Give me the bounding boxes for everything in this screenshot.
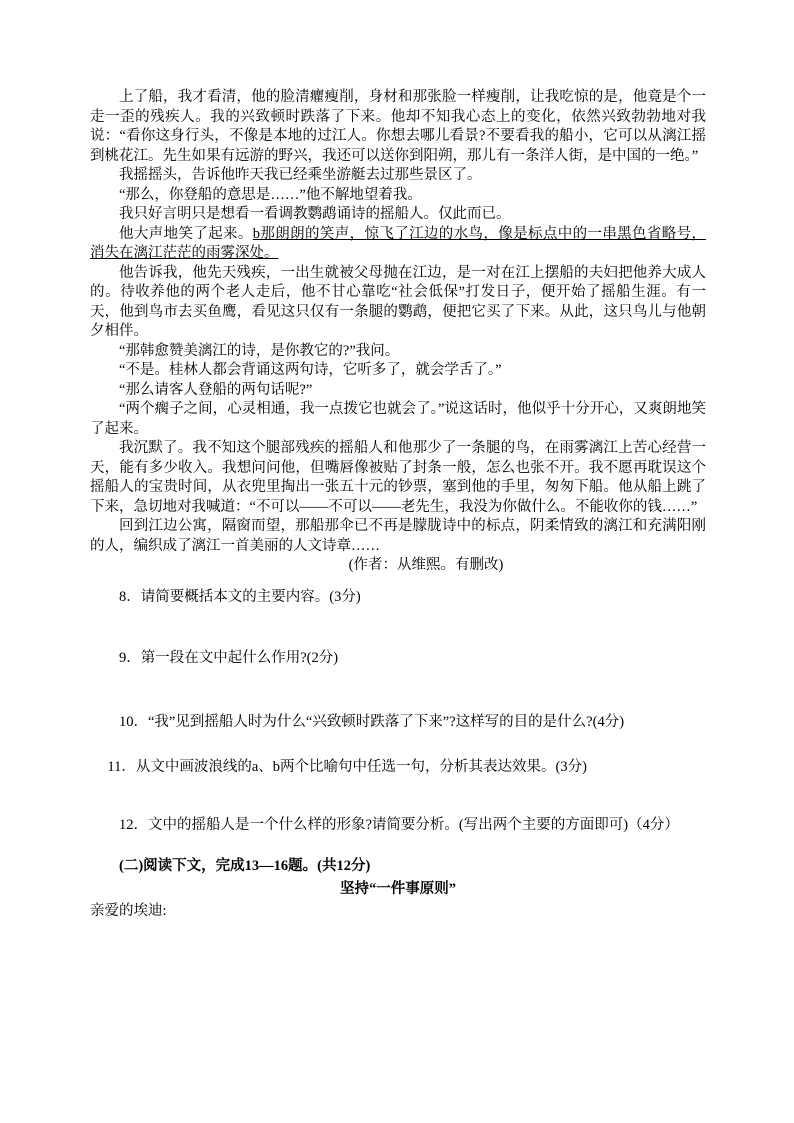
story-paragraph-10: “两个瘸子之间，心灵相通，我一点拨它也就会了。”说这话时，他似乎十分开心，又爽朗地笑了起来。 [90, 401, 706, 437]
question-12: 12．文中的摇船人是一个什么样的形象?请简要分析。(写出两个主要的方面即可)（4分） [119, 816, 679, 833]
story-paragraph-3: “那么，你登船的意思是……”他不解地望着我。 [119, 186, 422, 203]
question-10: 10．“我”见到摇船人时为什么“兴致顿时跌落了下来”?这样写的目的是什么?(4分) [119, 713, 625, 730]
question-9: 9．第一段在文中起什么作用?(2分) [119, 650, 339, 666]
story-paragraph-2: 我摇摇头，告诉他昨天我已经乘坐游艇去过那些景区了。 [119, 167, 482, 183]
story-paragraph-1: 上了船，我才看清，他的脸清癯瘦削，身材和那张脸一样瘦削，让我吃惊的是，他竟是个一走一歪的残疾人。我的兴致顿时跌落了下来。他却不知我心态上的变化，依然兴致勃勃地对我说：“看你这身行头，不像是本地的过江人。你想去哪儿看景?不要看我的船小，它可以从漓江摇到桃花江。先生如果有远游的野兴，我还可以送你到阳朔，那儿有一条洋人街，是中国的一绝。” [90, 89, 706, 164]
section-2-heading: (二)阅读下文，完成13—16题。(共12分) [119, 858, 371, 874]
story-paragraph-5 [90, 225, 706, 264]
story-paragraph-6: 他告诉我，他先天残疾，一出生就被父母抛在江边，是一对在江上摆船的夫妇把他养大成人的。待收养他的两个老人走后，他不甘心靠吃“社会低保”打发日子，便开始了摇船生涯。有一天，他到鸟市去买鱼鹰，看见这只仅有一条腿的鹦鹉，便把它买了下来。从此，这只鸟儿与他朝夕相伴。 [90, 264, 706, 339]
story-paragraph-8: “不是。桂林人都会背诵这两句诗，它听多了，就会学舌了。” [119, 362, 502, 378]
story-paragraph-4: 我只好言明只是想看一看调教鹦鹉诵诗的摇船人。仅此而已。 [119, 206, 511, 222]
question-8: 8．请简要概括本文的主要内容。(3分) [119, 588, 361, 605]
story-paragraph-7: “那韩愈赞美漓江的诗，是你教它的?”我问。 [119, 342, 400, 359]
essay-title: 坚持“一件事原则” [340, 880, 456, 897]
story-paragraph-12: 回到江边公寓，隔窗而望，那船那伞已不再是朦胧诗中的标点，阴柔情致的漓江和充满阳刚的人，编织成了漓江一首美丽的人文诗章…… [90, 518, 706, 554]
metaphor-b-underlined-text: b那朗朗的笑声，惊飞了江边的水鸟，像是标点中的一串黑色省略号，消失在漓江茫茫的雨雾深处。 [90, 225, 707, 261]
paragraph-5-lead: 他大声地笑了起来。 [119, 225, 253, 242]
story-paragraph-11: 我沉默了。我不知这个腿部残疾的摇船人和他那少了一条腿的鸟，在雨雾漓江上苦心经营一天，能有多少收入。我想问问他，但嘴唇像被贴了封条一般，怎么也张不开。我不愿再耽误这个摇船人的宝贵时间，从衣兜里掏出一张五十元的钞票，塞到他的手里，匆匆下船。他从船上跳了下来，急切地对我喊道：“不可以——不可以——老先生，我没为你做什么。不能收你的钱……” [90, 440, 706, 515]
question-11: 11．从文中画波浪线的a、b两个比喻句中任选一句，分析其表达效果。(3分) [107, 759, 587, 775]
essay-salutation: 亲爱的埃迪: [90, 903, 167, 919]
author-attribution-line: (作者：从维熙。有删改) [348, 557, 504, 573]
story-paragraph-9: “那么请客人登船的两句话呢?” [119, 381, 313, 398]
